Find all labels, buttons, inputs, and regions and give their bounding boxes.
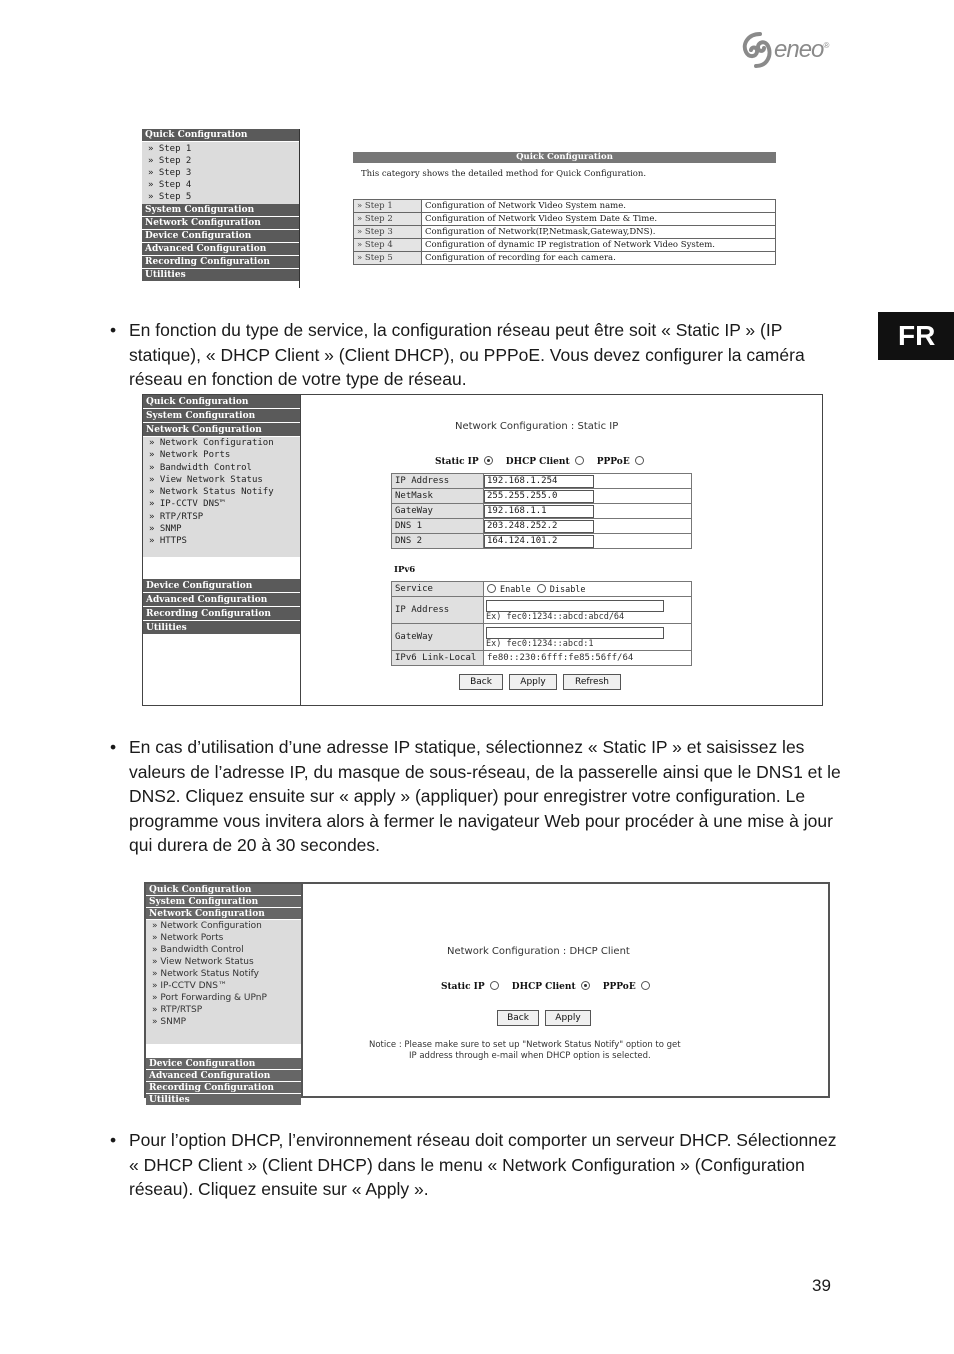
table-row (354, 239, 776, 252)
sidebar-item-rtp-rtsp[interactable]: » RTP/RTSP (149, 511, 204, 522)
step-text: Configuration of recording for each camera. (422, 252, 776, 265)
table-row (354, 252, 776, 265)
sidebar-section-utilities[interactable]: Utilities (146, 1094, 301, 1106)
dns2-input[interactable]: 164.124.101.2 (484, 535, 594, 548)
pppoe-radio[interactable] (641, 981, 650, 990)
form-row (392, 624, 692, 651)
sidebar-section-device[interactable]: Device Configuration (142, 230, 299, 243)
ipv6-gateway-cell (484, 624, 692, 651)
sidebar-section-system[interactable]: System Configuration (142, 204, 299, 217)
page-number: 39 (812, 1276, 831, 1295)
network-submenu (146, 920, 301, 1044)
sidebar-section-quick[interactable]: Quick Configuration (146, 884, 301, 896)
dhcp-main (303, 884, 828, 1096)
steps-table (353, 199, 776, 265)
form-row (392, 519, 692, 534)
bullet: • (110, 737, 117, 757)
sidebar-section-network[interactable]: Network Configuration (146, 908, 301, 920)
paragraph-text: En fonction du type de service, la configuration réseau peut être soit « Static IP » (IP statique), « DHCP Client » (Client DHCP), ou PPPoE. Vous devez configurer la caméra réseau en fonction de votre type de réseau. (129, 320, 805, 389)
sidebar-item-network-ports[interactable]: » Network Ports (149, 450, 231, 461)
netmask-cell (484, 489, 692, 504)
sidebar-section-system[interactable]: System Configuration (146, 896, 301, 908)
paragraph-text: Pour l’option DHCP, l’environnement réseau doit comporter un serveur DHCP. Sélectionnez « DHCP Client » (Client DHCP) dans le menu « Network Configuration » (Configuration réseau). Cliquez ensuite sur « Apply ». (129, 1130, 837, 1199)
dns2-label: DNS 2 (392, 534, 484, 549)
dhcp-client-radio[interactable] (581, 981, 590, 990)
sidebar-section-network[interactable]: Network Configuration (143, 423, 300, 437)
sidebar-item-network-configuration[interactable]: » Network Configuration (149, 438, 274, 448)
refresh-button[interactable]: Refresh (563, 674, 621, 690)
ipv6-gateway-input[interactable] (486, 627, 664, 639)
panel-description: This category shows the detailed method for Quick Configuration. (361, 169, 647, 179)
form-row (392, 651, 692, 666)
sidebar-section-advanced[interactable]: Advanced Configuration (142, 243, 299, 256)
dns1-label: DNS 1 (392, 519, 484, 534)
static-ip-screenshot (142, 394, 823, 706)
sidebar-section-network[interactable]: Network Configuration (142, 217, 299, 230)
static-ip-radio[interactable] (490, 981, 499, 990)
sidebar-item-view-network-status[interactable]: » View Network Status (149, 474, 263, 485)
disable-radio[interactable] (537, 584, 546, 593)
sidebar-item-bandwidth-control[interactable]: » Bandwidth Control (152, 945, 244, 955)
sidebar-step-list (142, 142, 299, 204)
form-row (392, 582, 692, 597)
paragraph-3 (110, 1128, 850, 1202)
ipv6-form (391, 581, 692, 666)
step-link[interactable]: » Step 5 (354, 252, 422, 265)
form-row (392, 474, 692, 489)
step-text: Configuration of Network Video System Date & Time. (422, 213, 776, 226)
network-config-sidebar (143, 395, 301, 705)
dns2-cell (484, 534, 692, 549)
eneo-logo (740, 30, 840, 70)
logo-wordmark: eneo® (774, 36, 829, 63)
step-text: Configuration of Network(IP,Netmask,Gateway,DNS). (422, 226, 776, 239)
static-ip-label: Static IP (441, 982, 485, 992)
form-row (392, 504, 692, 519)
netmask-input[interactable]: 255.255.255.0 (484, 490, 594, 503)
disable-label: Disable (549, 584, 586, 595)
ipv4-form (391, 473, 692, 549)
ip-address-label: IP Address (392, 474, 484, 489)
sidebar-header-quick-configuration[interactable]: Quick Configuration (142, 129, 299, 142)
sidebar-item-https[interactable]: » HTTPS (149, 536, 187, 547)
sidebar-section-recording[interactable]: Recording Configuration (142, 256, 299, 269)
sidebar-spacer (146, 1044, 301, 1058)
link-local-label: IPv6 Link-Local (392, 651, 484, 666)
step-link[interactable]: » Step 1 (354, 200, 422, 213)
paragraph-text: En cas d’utilisation d’une adresse IP statique, sélectionnez « Static IP » et saisissez les valeurs de l’adresse IP, du masque de sous-réseau, de la passerelle ainsi que le DNS1 et le DNS2. Cliquez ensuite sur « apply » (appliquer) pour enregistrer votre configuration. Le programme vous invitera alors à fermer le navigateur Web pour procéder à une mise à jour qui durera de 20 à 30 secondes. (129, 737, 841, 855)
sidebar-item-network-configuration[interactable]: » Network Configuration (152, 921, 262, 931)
sidebar-item-rtp-rtsp[interactable]: » RTP/RTSP (152, 1005, 203, 1015)
dhcp-client-screenshot (144, 882, 830, 1105)
ipv6-ip-input[interactable] (486, 600, 664, 612)
ipv6-title: IPv6 (394, 565, 416, 575)
step-link[interactable]: » Step 3 (354, 226, 422, 239)
sidebar-section-advanced[interactable]: Advanced Configuration (146, 1070, 301, 1082)
dhcp-client-label: DHCP Client (511, 982, 576, 992)
link-local-value: fe80::230:6fff:fe85:56ff/64 (484, 651, 692, 666)
sidebar-item-step-4[interactable]: » Step 4 (148, 180, 192, 190)
sidebar-item-step-3[interactable]: » Step 3 (148, 168, 192, 178)
ipv6-ip-example: Ex) fec0:1234::abcd:abcd/64 (486, 612, 625, 622)
dhcp-client-label: DHCP Client (505, 457, 570, 467)
form-row (392, 489, 692, 504)
sidebar-section-advanced[interactable]: Advanced Configuration (143, 593, 300, 607)
table-row (354, 200, 776, 213)
gateway-cell (484, 504, 692, 519)
paragraph-1 (110, 318, 850, 392)
page-title: Network Configuration : DHCP Client (447, 946, 630, 957)
sidebar-item-network-ports[interactable]: » Network Ports (152, 933, 224, 943)
sidebar-item-snmp[interactable]: » SNMP (149, 524, 182, 535)
dns1-input[interactable]: 203.248.252.2 (484, 520, 594, 533)
sidebar-spacer (143, 557, 300, 579)
gateway-input[interactable]: 192.168.1.1 (484, 505, 594, 518)
sidebar-item-ip-cctv-dns[interactable]: » IP-CCTV DNS™ (152, 981, 227, 991)
language-tab: FR (878, 312, 954, 360)
page-title: Network Configuration : Static IP (455, 421, 619, 432)
static-ip-radio[interactable] (484, 456, 493, 465)
form-row (392, 534, 692, 549)
table-row (354, 213, 776, 226)
table-row (354, 226, 776, 239)
sidebar-item-step-2[interactable]: » Step 2 (148, 156, 192, 166)
enable-label: Enable (500, 584, 531, 595)
ip-address-cell (484, 474, 692, 489)
panel-header: Quick Configuration (353, 152, 776, 163)
network-config-main (301, 395, 822, 705)
ip-address-input[interactable]: 192.168.1.254 (484, 475, 594, 488)
step-text: Configuration of dynamic IP registration of Network Video System. (422, 239, 776, 252)
bullet: • (110, 1130, 117, 1150)
step-text: Configuration of Network Video System name. (422, 200, 776, 213)
service-label: Service (392, 582, 484, 597)
sidebar-section-utilities[interactable]: Utilities (143, 621, 300, 635)
sidebar-item-port-forwarding[interactable]: » Port Forwarding & UPnP (152, 993, 267, 1003)
step-link[interactable]: » Step 2 (354, 213, 422, 226)
sidebar-item-ip-cctv-dns[interactable]: » IP-CCTV DNS™ (149, 499, 225, 510)
paragraph-2 (110, 735, 850, 858)
notice-line-2: IP address through e-mail when DHCP option is selected. (409, 1051, 651, 1061)
ipv6-ip-label: IP Address (392, 597, 484, 624)
step-link[interactable]: » Step 4 (354, 239, 422, 252)
sidebar-section-utilities[interactable]: Utilities (142, 269, 299, 282)
back-button[interactable]: Back (459, 674, 503, 690)
quick-config-sidebar (142, 129, 300, 288)
dns1-cell (484, 519, 692, 534)
sidebar-section-system[interactable]: System Configuration (143, 409, 300, 423)
quick-config-panel (353, 152, 776, 263)
bullet: • (110, 320, 117, 340)
sidebar-item-step-5[interactable]: » Step 5 (148, 192, 192, 202)
sidebar-section-recording[interactable]: Recording Configuration (146, 1082, 301, 1094)
pppoe-radio[interactable] (635, 456, 644, 465)
sidebar-section-recording[interactable]: Recording Configuration (143, 607, 300, 621)
sidebar-item-network-status-notify[interactable]: » Network Status Notify (149, 487, 274, 498)
enable-radio[interactable] (487, 584, 496, 593)
service-cell (484, 582, 692, 597)
sidebar-item-bandwidth-control[interactable]: » Bandwidth Control (149, 462, 252, 473)
dhcp-sidebar (146, 884, 303, 1105)
ipv6-ip-cell (484, 597, 692, 624)
sidebar-section-quick[interactable]: Quick Configuration (143, 395, 300, 409)
gateway-label: GateWay (392, 504, 484, 519)
sidebar-section-device[interactable]: Device Configuration (143, 579, 300, 593)
apply-button[interactable]: Apply (545, 1010, 591, 1026)
sidebar-item-view-network-status[interactable]: » View Network Status (152, 957, 254, 967)
netmask-label: NetMask (392, 489, 484, 504)
pppoe-label: PPPoE (602, 982, 636, 992)
sidebar-section-device[interactable]: Device Configuration (146, 1058, 301, 1070)
ipv6-gateway-label: GateWay (392, 624, 484, 651)
notice-line-1: Notice : Please make sure to set up "Network Status Notify" option to get (369, 1040, 681, 1050)
back-button[interactable]: Back (497, 1010, 539, 1026)
network-submenu (143, 437, 300, 557)
ipv6-gateway-example: Ex) fec0:1234::abcd:1 (486, 639, 594, 649)
mode-selector (441, 981, 660, 992)
pppoe-label: PPPoE (596, 457, 630, 467)
dhcp-client-radio[interactable] (575, 456, 584, 465)
sidebar-item-snmp[interactable]: » SNMP (152, 1017, 187, 1027)
sidebar-item-network-status-notify[interactable]: » Network Status Notify (152, 969, 259, 979)
apply-button[interactable]: Apply (509, 674, 557, 690)
sidebar-item-step-1[interactable]: » Step 1 (148, 144, 192, 154)
static-ip-label: Static IP (435, 457, 479, 467)
mode-selector (435, 456, 654, 467)
form-row (392, 597, 692, 624)
eneo-swirl-icon (740, 30, 774, 70)
